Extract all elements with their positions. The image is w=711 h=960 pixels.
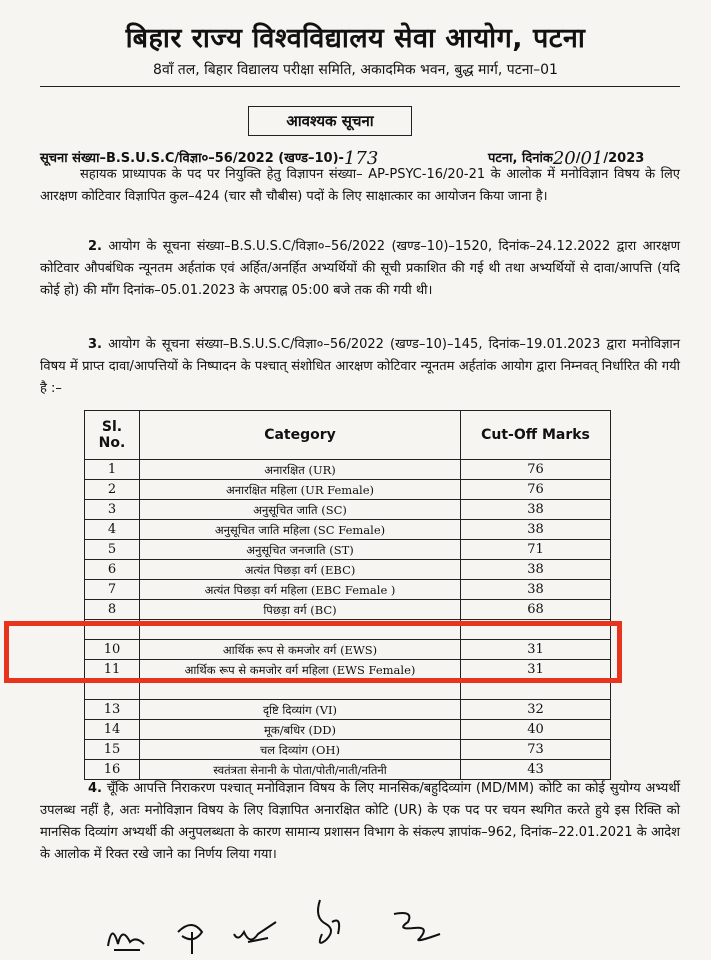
table-row <box>85 560 611 580</box>
cell-sl-no: 8 <box>85 600 140 620</box>
cell-sl-no: 16 <box>85 760 140 780</box>
signature-1 <box>100 916 160 956</box>
table-header-row <box>85 411 611 460</box>
cell-category: अनारक्षित (UR) <box>140 460 461 480</box>
paragraph-4 <box>40 778 680 866</box>
cell-cutoff-marks: 71 <box>461 540 611 560</box>
commission-address: 8वाँ तल, बिहार विद्यालय परीक्षा समिति, अकादमिक भवन, बुद्ध मार्ग, पटना–01 <box>153 62 558 78</box>
cell-cutoff-marks: 76 <box>461 480 611 500</box>
cell-category <box>140 620 461 640</box>
table-row <box>85 660 611 680</box>
table-row <box>85 500 611 520</box>
cell-cutoff-marks: 31 <box>461 640 611 660</box>
table-row <box>85 460 611 480</box>
header-sl-no: Sl. No. <box>85 411 140 460</box>
cell-sl-no <box>85 620 140 640</box>
table-row <box>85 740 611 760</box>
table-row <box>85 540 611 560</box>
paragraph-3-number: 3. <box>88 337 102 352</box>
cell-sl-no: 2 <box>85 480 140 500</box>
cell-category: अत्यंत पिछड़ा वर्ग महिला (EBC Female ) <box>140 580 461 600</box>
cell-category: अत्यंत पिछड़ा वर्ग (EBC) <box>140 560 461 580</box>
paragraph-2 <box>40 236 680 302</box>
cell-sl-no: 6 <box>85 560 140 580</box>
signatures <box>40 888 680 958</box>
signature-2 <box>168 914 218 956</box>
paragraph-4-number: 4. <box>88 781 102 796</box>
table-row <box>85 720 611 740</box>
header-category: Category <box>140 411 461 460</box>
cell-category: पिछड़ा वर्ग (BC) <box>140 600 461 620</box>
cell-category: आर्थिक रूप से कमजोर वर्ग महिला (EWS Female) <box>140 660 461 680</box>
notice-heading: आवश्यक सूचना <box>248 106 412 136</box>
cell-sl-no: 1 <box>85 460 140 480</box>
signature-3 <box>228 912 288 952</box>
cell-sl-no: 14 <box>85 720 140 740</box>
header-cutoff-marks: Cut-Off Marks <box>461 411 611 460</box>
cell-sl-no: 7 <box>85 580 140 600</box>
cell-category: दृष्टि दिव्यांग (VI) <box>140 700 461 720</box>
table-row <box>85 700 611 720</box>
date-day-handwritten: 20 <box>552 148 576 169</box>
cell-category: अनारक्षित महिला (UR Female) <box>140 480 461 500</box>
table-row <box>85 760 611 780</box>
paragraph-2-number: 2. <box>88 239 102 254</box>
cell-cutoff-marks: 68 <box>461 600 611 620</box>
cell-cutoff-marks <box>461 680 611 700</box>
table-row <box>85 620 611 640</box>
cutoff-table <box>84 410 611 780</box>
cell-category: अनुसूचित जाति (SC) <box>140 500 461 520</box>
table-row <box>85 580 611 600</box>
cell-cutoff-marks <box>461 620 611 640</box>
cell-category <box>140 680 461 700</box>
cell-sl-no: 11 <box>85 660 140 680</box>
notice-number-handwritten: 173 <box>343 148 379 169</box>
cell-category: मूक/बधिर (DD) <box>140 720 461 740</box>
cell-cutoff-marks: 43 <box>461 760 611 780</box>
cell-sl-no: 15 <box>85 740 140 760</box>
table-row <box>85 640 611 660</box>
cell-category: अनुसूचित जनजाति (ST) <box>140 540 461 560</box>
notice-number-prefix: सूचना संख्या–B.S.U.S.C/विज्ञा०–56/2022 (खण्ड–10)- <box>40 151 344 166</box>
cell-cutoff-marks: 38 <box>461 560 611 580</box>
paragraph-3-text: आयोग के सूचना संख्या–B.S.U.S.C/विज्ञा०–56/2022 (खण्ड–10)–145, दिनांक–19.01.2023 द्वारा मनोविज्ञान विषय में प्राप्त दावा/आपत्तियों के निष्पादन के पश्चात् संशोधित आरक्षण कोटिवार न्यूनतम अर्हतांक आयोग द्वारा निम्नवत् निर्धारित की गयी है :– <box>40 337 680 396</box>
table-row <box>85 680 611 700</box>
date-prefix: पटना, दिनांक <box>488 151 553 166</box>
date-month-handwritten: 01 <box>580 148 604 169</box>
reference-line <box>40 142 680 169</box>
table-row <box>85 480 611 500</box>
cell-cutoff-marks: 73 <box>461 740 611 760</box>
cell-sl-no: 5 <box>85 540 140 560</box>
cell-sl-no: 3 <box>85 500 140 520</box>
cell-cutoff-marks: 38 <box>461 520 611 540</box>
cell-cutoff-marks: 38 <box>461 500 611 520</box>
cell-sl-no <box>85 680 140 700</box>
cell-category: अनुसूचित जाति महिला (SC Female) <box>140 520 461 540</box>
paragraph-4-text: चूँकि आपत्ति निराकरण पश्चात् मनोविज्ञान विषय के लिए मानसिक/बहुदिव्यांग (MD/MM) कोटि का कोई सुयोग्य अभ्यर्थी उपलब्ध नहीं है, अतः मनोविज्ञान विषय के लिए विज्ञापित अनारक्षित कोटि (UR) के एक पद पर चयन स्थगित करते हुये इस रिक्ति को मानसिक दिव्यांग अभ्यर्थी की अनुपलब्धता के कारण सामान्य प्रशासन विभाग के संकल्प ज्ञापांक–962, दिनांक–22.01.2021 के आदेश के आलोक में रिक्त रखे जाने का निर्णय लिया गया। <box>40 781 680 862</box>
cell-sl-no: 10 <box>85 640 140 660</box>
cell-category: आर्थिक रूप से कमजोर वर्ग (EWS) <box>140 640 461 660</box>
paragraph-1: सहायक प्राध्यापक के पद पर नियुक्ति हेतु विज्ञापन संख्या– AP-PSYC-16/20-21 के आलोक में मनोविज्ञान विषय के लिए आरक्षण कोटिवार विज्ञापित कुल–424 (चार सौ चौबीस) पदों के लिए साक्षात्कार का आयोजन किया जाना है। <box>40 167 680 204</box>
table-row <box>85 600 611 620</box>
cell-cutoff-marks: 38 <box>461 580 611 600</box>
header-rule <box>40 86 680 87</box>
cell-sl-no: 4 <box>85 520 140 540</box>
signature-5 <box>384 904 454 944</box>
commission-title: बिहार राज्य विश्वविद्यालय सेवा आयोग, पटना <box>125 23 586 54</box>
paragraph-2-text: आयोग के सूचना संख्या–B.S.U.S.C/विज्ञा०–56/2022 (खण्ड–10)–1520, दिनांक–24.12.2022 द्वारा आरक्षण कोटिवार औपबंधिक न्यूनतम अर्हतांक एवं अर्हित/अनर्हित अभ्यर्थियों की सूची प्रकाशित की गई थी तथा अभ्यर्थियों से दावा/आपत्ति (यदि कोई हो) की माँग दिनांक–05.01.2023 के अपराह्न 05:00 बजे तक की गयी थी। <box>40 239 680 298</box>
cell-sl-no: 13 <box>85 700 140 720</box>
cell-cutoff-marks: 31 <box>461 660 611 680</box>
paragraph-3 <box>40 334 680 400</box>
cell-category: स्वतंत्रता सेनानी के पोता/पोती/नाती/नतिनी <box>140 760 461 780</box>
cell-cutoff-marks: 40 <box>461 720 611 740</box>
table-row <box>85 520 611 540</box>
signature-4 <box>296 894 356 954</box>
cell-cutoff-marks: 76 <box>461 460 611 480</box>
cell-category: चल दिव्यांग (OH) <box>140 740 461 760</box>
notice-date: पटना, दिनांक20/01/2023 <box>488 148 645 169</box>
cell-cutoff-marks: 32 <box>461 700 611 720</box>
date-year: /2023 <box>603 151 645 166</box>
